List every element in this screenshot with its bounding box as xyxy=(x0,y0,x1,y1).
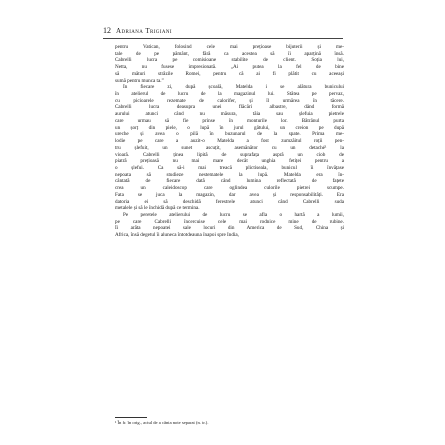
running-header xyxy=(103,27,343,35)
text-line: tru șlefuit, un sunet ascuțit, asemănător cu un detaché¹ la xyxy=(115,144,344,151)
footnote-rule xyxy=(115,417,147,418)
text-line: Netta, nu fusese impresionată. „Ai putea la fel de bine xyxy=(115,64,344,71)
text-line: o șlefui. Ca să-i mai treacă plictiseala, bunicul îi învățase xyxy=(115,164,344,171)
text-line: datoria ei să deschidă ferestrele atunci când Cabrelli suda xyxy=(115,198,344,205)
text-line: cântată de fiecare dată când lumina reflectată de fațete xyxy=(115,178,344,185)
text-line: pentru Vatican, folosind cele mai prețioase bijuterii și me- xyxy=(115,44,344,50)
text-line: sumă pentru munca ta.” xyxy=(115,77,164,84)
text-line: pe care Cabrelli încercuise cele mai rodnice mine de rubine. xyxy=(115,218,344,225)
text-line: piatră prețioasă nu mai mare decât unghia fetiței pentru a xyxy=(115,158,344,165)
text-line: să mături străzile Romei, pentru că ai fi plătit cu aceeași xyxy=(115,70,344,77)
text-line: cu picioarele rezemate de calorifer, și îl urmărea în tăcere. xyxy=(115,97,344,104)
text-line: în atelierul de lucru de la magazinul lui. Stătea pe pervaz, xyxy=(115,91,344,98)
text-line: lodie pe care a auzit-o Matelda a fost zumzăitul roții pen- xyxy=(115,138,344,145)
header-rule xyxy=(103,38,343,39)
page-number: 12 xyxy=(103,26,111,35)
text-line: Cabrelli lucra deasupra unei flăcări albastre, dând formă xyxy=(115,104,344,111)
running-author: Adriana Trigiani xyxy=(116,27,172,35)
text-line: tale de pe pământ, fără ca acestea să îi aparțină însă. xyxy=(115,50,344,57)
footnote: ¹ În fr. în orig., actul de a cânta note separat (n. tr.). xyxy=(115,420,209,425)
body-text xyxy=(115,44,344,239)
text-line: Îi arăta nepoatei sale locuri din America de Sud, China și xyxy=(115,225,344,232)
text-line: crea un caleidoscop care oglindea culorile pietrei scumpe. xyxy=(115,185,344,192)
text-line: aurului atunci când nu măsura, tăia sau șlefuia pietrele xyxy=(115,111,344,118)
text-line: În fiecare zi, după școală, Matelda i se alătura bunicului xyxy=(123,84,344,91)
text-line: Fata se juca la magazin, dar avea și responsabilități. Era xyxy=(115,191,344,198)
text-line: care urmau să fie prinse în monturile lor. Bătrânul purta xyxy=(115,117,344,124)
text-line: nepoata să studieze nestematele la lupă. Matelda era în- xyxy=(115,171,344,178)
text-line: un șorț din piele, o lupă în jurul gâtului, un creion pe după xyxy=(115,124,344,131)
text-line: metalele și să le închidă după ce termina. xyxy=(115,205,200,212)
text-line: vioară. Cabrelli ținea lipită de suprafața aspră un ciob de xyxy=(115,151,344,158)
text-line: Pe peretele atelierului de lucru se afla o hartă a lumii, xyxy=(123,211,344,218)
text-line: Africa, însă degetul îi aluneca întotdeauna înapoi spre India, xyxy=(115,232,239,239)
text-line: Cabrelli lucra pe comisioane stabilite de client. Soția lui, xyxy=(115,57,344,64)
text-line: ureche și avea o pilă în buzunarul de la spate. Prima me- xyxy=(115,131,344,138)
